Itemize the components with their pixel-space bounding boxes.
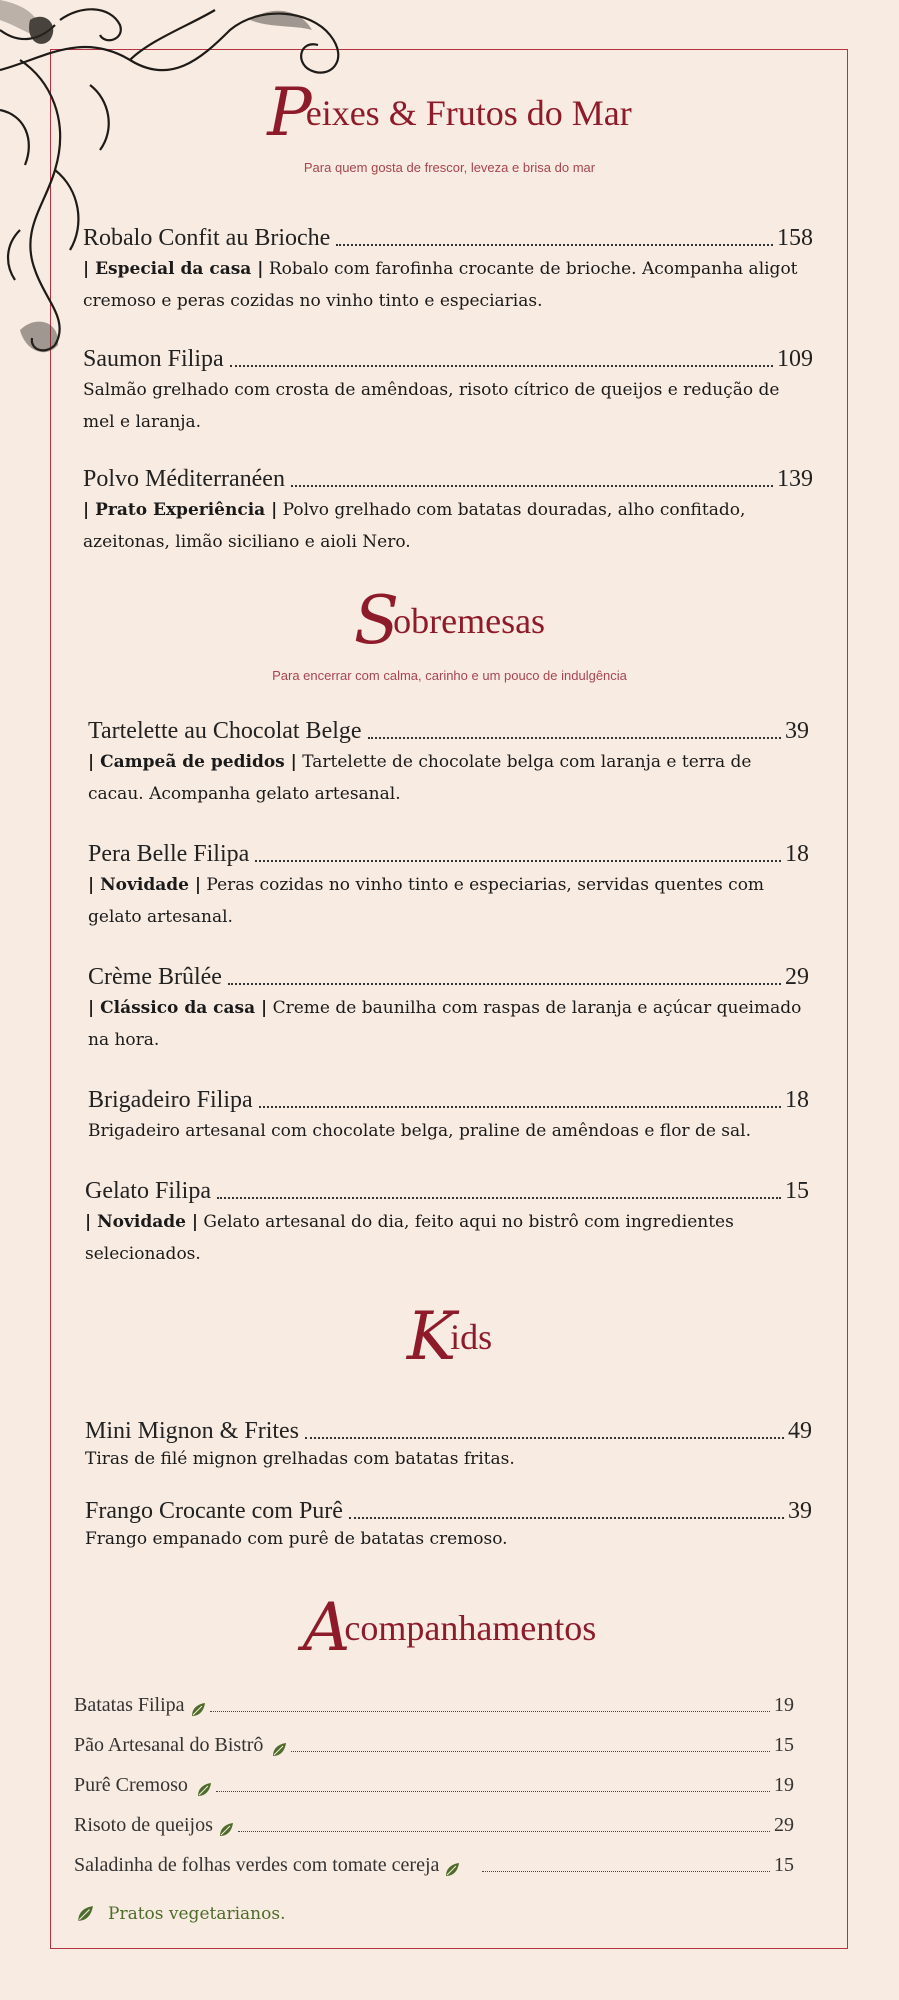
title-rest: eixes & Frutos do Mar <box>305 93 632 133</box>
item-desc-text: Robalo com farofinha crocante de brioche. Acompanha aligot cremoso e peras cozidas no vinho tinto e especiarias. <box>83 259 798 311</box>
item-description <box>88 992 809 1056</box>
item-tag: | Campeã de pedidos | <box>88 752 297 772</box>
item-price: 18 <box>785 841 809 867</box>
menu-item <box>88 1085 809 1147</box>
item-desc-text: Gelato artesanal do dia, feito aqui no bistrô com ingredientes selecionados. <box>85 1212 734 1264</box>
leader-dots <box>238 1831 770 1832</box>
leaf-icon <box>271 1742 287 1758</box>
side-item-price: 19 <box>774 1774 794 1796</box>
side-item-name: Batatas Filipa <box>74 1694 185 1716</box>
item-price: 109 <box>777 346 813 372</box>
side-item-price: 29 <box>774 1814 794 1836</box>
menu-item <box>83 344 813 438</box>
side-item-name: Purê Cremoso <box>74 1774 188 1796</box>
item-tag: | Clássico da casa | <box>88 998 268 1018</box>
item-price: 39 <box>785 718 809 744</box>
item-tag: | Especial da casa | <box>83 259 264 279</box>
title-rest: ids <box>450 1317 493 1357</box>
item-tag: | Prato Experiência | <box>83 500 278 520</box>
side-item <box>74 1772 794 1798</box>
leader-dots <box>255 860 781 862</box>
leader-dots <box>210 1711 770 1712</box>
item-desc-text: Peras cozidas no vinho tinto e especiarias, servidas quentes com gelato artesanal. <box>88 875 765 927</box>
section-title-sobremesas <box>0 582 899 659</box>
side-item <box>74 1852 794 1878</box>
item-price: 139 <box>777 466 813 492</box>
item-name: Gelato Filipa <box>85 1178 211 1204</box>
leader-dots <box>216 1791 770 1792</box>
leader-dots <box>228 983 781 985</box>
section-subtitle-sobremesas: Para encerrar com calma, carinho e um pouco de indulgência <box>272 668 627 683</box>
item-description <box>88 1115 809 1147</box>
item-description <box>85 1446 812 1472</box>
item-price: 18 <box>785 1087 809 1113</box>
menu-item <box>85 1416 812 1472</box>
leader-dots <box>217 1197 781 1199</box>
item-name: Tartelette au Chocolat Belge <box>88 718 362 744</box>
item-price: 15 <box>785 1178 809 1204</box>
item-name: Mini Mignon & Frites <box>85 1418 300 1444</box>
side-item <box>74 1732 794 1758</box>
section-title-kids <box>0 1298 899 1375</box>
item-price: 158 <box>777 225 813 251</box>
title-initial: P <box>267 74 312 151</box>
leader-dots <box>291 485 773 487</box>
item-desc-text: Salmão grelhado com crosta de amêndoas, risoto cítrico de queijos e redução de mel e laranja. <box>83 380 780 432</box>
title-initial: K <box>406 1298 457 1375</box>
item-desc-text: Frango empanado com purê de batatas cremoso. <box>85 1529 508 1549</box>
item-description <box>88 869 809 933</box>
item-tag: | Novidade | <box>85 1212 199 1232</box>
side-item <box>74 1692 794 1718</box>
item-description <box>85 1206 809 1270</box>
leaf-icon <box>196 1782 212 1798</box>
leader-dots <box>349 1517 784 1519</box>
menu-item <box>83 223 813 317</box>
item-desc-text: Creme de baunilha com raspas de laranja e açúcar queimado na hora. <box>88 998 802 1050</box>
item-name: Polvo Méditerranéen <box>83 466 285 492</box>
legend-text: Pratos vegetarianos. <box>108 1904 286 1924</box>
leader-dots <box>368 737 781 739</box>
menu-item <box>88 962 809 1056</box>
item-description <box>85 1526 812 1552</box>
leader-dots <box>336 244 773 246</box>
item-description <box>83 253 813 317</box>
title-initial: S <box>353 582 400 659</box>
section-subtitle-peixes: Para quem gosta de frescor, leveza e brisa do mar <box>303 160 596 175</box>
item-description <box>88 746 809 810</box>
item-name: Robalo Confit au Brioche <box>83 225 331 251</box>
item-name: Frango Crocante com Purê <box>85 1498 343 1524</box>
leaf-icon <box>76 1905 94 1923</box>
item-name: Crème Brûlée <box>88 964 222 990</box>
title-rest: companhamentos <box>344 1608 597 1648</box>
side-item-price: 15 <box>774 1854 794 1876</box>
item-description <box>83 374 813 438</box>
title-rest: obremesas <box>393 601 546 641</box>
leaf-icon <box>444 1862 460 1878</box>
leaf-icon <box>218 1822 234 1838</box>
side-item <box>74 1812 794 1838</box>
item-desc-text: Brigadeiro artesanal com chocolate belga, praline de amêndoas e flor de sal. <box>88 1121 752 1141</box>
leaf-icon <box>190 1702 206 1718</box>
item-tag: | Novidade | <box>88 875 202 895</box>
leader-dots <box>305 1437 784 1439</box>
leader-dots <box>291 1751 770 1752</box>
item-price: 39 <box>788 1498 812 1524</box>
menu-item <box>85 1496 812 1552</box>
item-price: 29 <box>785 964 809 990</box>
leader-dots <box>230 365 773 367</box>
menu-item <box>85 1176 809 1270</box>
menu-item <box>88 716 809 810</box>
item-price: 49 <box>788 1418 812 1444</box>
side-item-price: 15 <box>774 1734 794 1756</box>
item-desc-text: Polvo grelhado com batatas douradas, alho confitado, azeitonas, limão siciliano e aioli Nero. <box>83 500 746 552</box>
side-item-name: Saladinha de folhas verdes com tomate cereja <box>74 1854 440 1876</box>
item-name: Brigadeiro Filipa <box>88 1087 253 1113</box>
side-item-name: Risoto de queijos <box>74 1814 213 1836</box>
item-name: Pera Belle Filipa <box>88 841 250 867</box>
menu-item <box>88 839 809 933</box>
item-desc-text: Tiras de filé mignon grelhadas com batatas fritas. <box>85 1449 515 1469</box>
item-desc-text: Tartelette de chocolate belga com laranja e terra de cacau. Acompanha gelato artesanal. <box>88 752 752 804</box>
section-title-acompanhamentos <box>0 1589 899 1666</box>
side-item-price: 19 <box>774 1694 794 1716</box>
leader-dots <box>482 1871 770 1872</box>
side-item-name: Pão Artesanal do Bistrô <box>74 1734 264 1756</box>
menu-item <box>83 464 813 558</box>
vegetarian-legend <box>76 1904 285 1924</box>
title-initial: A <box>302 1589 351 1666</box>
leader-dots <box>259 1106 781 1108</box>
item-description <box>83 494 813 558</box>
section-title-peixes <box>0 74 899 151</box>
item-name: Saumon Filipa <box>83 346 224 372</box>
